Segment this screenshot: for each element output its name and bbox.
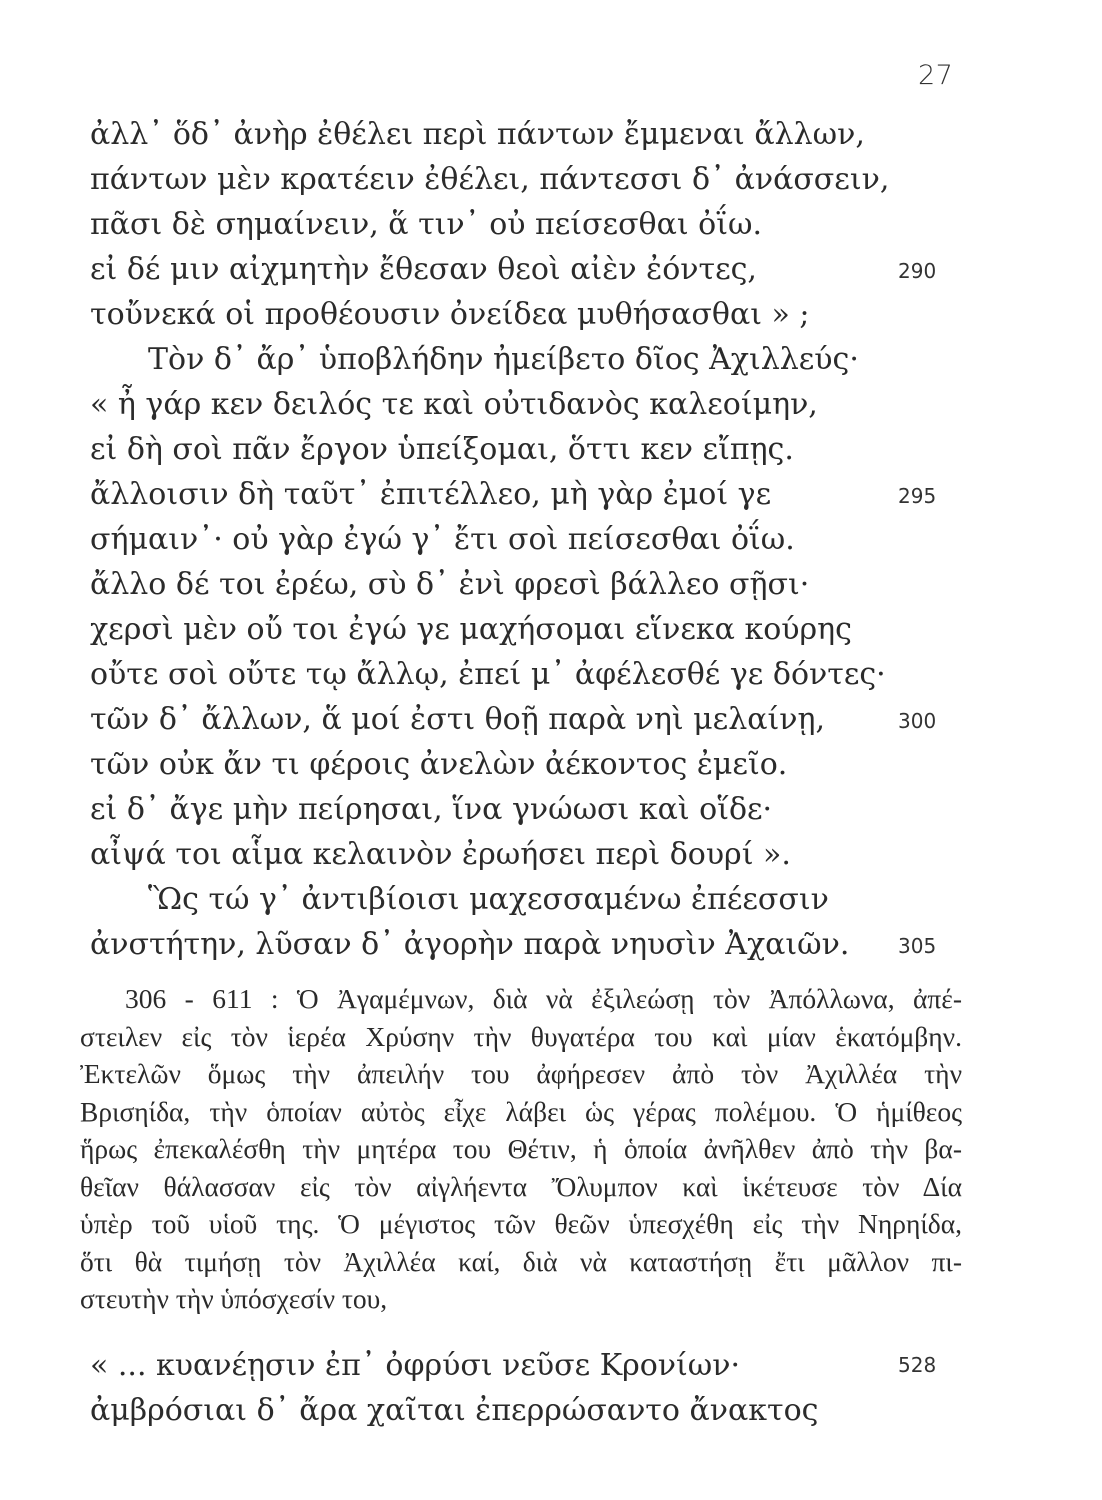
summary-line: στευτὴν τὴν ὑπόσχεσίν του,	[80, 1283, 388, 1314]
summary-line: Βρισηίδα, τὴν ὁποίαν αὐτὸς εἶχε λάβει ὡς γέρας πολέμου. Ὁ ἡμίθεος	[80, 1095, 962, 1127]
verse-text: εἰ δ᾽ ἄγε μὴν πείρησαι, ἵνα γνώωσι καὶ οἵδε·	[90, 792, 773, 827]
verse-text: εἰ δέ μιν αἰχμητὴν ἔθεσαν θεοὶ αἰὲν ἐόντες,	[90, 252, 757, 287]
verse-line	[90, 607, 990, 652]
verse-line	[90, 427, 990, 472]
verse-line	[90, 922, 990, 967]
verse-text: πᾶσι δὲ σημαίνειν, ἅ τιν᾽ οὐ πείσεσθαι ὀΐω.	[90, 207, 762, 242]
line-number: 305	[898, 934, 937, 958]
line-number: 300	[898, 709, 937, 733]
verse-text: ἀμβρόσιαι δ᾽ ἄρα χαῖται ἐπερρώσαντο ἄνακτος	[90, 1393, 819, 1428]
summary-line: ὑπὲρ τοῦ υἱοῦ της. Ὁ μέγιστος τῶν θεῶν ὑπεσχέθη εἰς τὴν Νηρηίδα,	[80, 1208, 962, 1239]
summary-line: θεῖαν θάλασσαν εἰς τὸν αἰγλήεντα Ὄλυμπον καὶ ἱκέτευσε τὸν Δία	[80, 1170, 962, 1202]
verse-text: Ὣς τώ γ᾽ ἀντιβίοισι μαχεσσαμένω ἐπέεσσιν	[148, 882, 829, 917]
verse-line	[90, 652, 990, 697]
verse-text: τοὔνεκά οἱ προθέουσιν ὀνείδεα μυθήσασθαι » ;	[90, 297, 810, 332]
verse-line	[90, 112, 990, 157]
verse-text: ἄλλο δέ τοι ἐρέω, σὺ δ᾽ ἐνὶ φρεσὶ βάλλεο σῇσι·	[90, 567, 810, 602]
verse-text: σήμαιν᾽· οὐ γὰρ ἐγώ γ᾽ ἔτι σοὶ πείσεσθαι ὀΐω.	[90, 522, 795, 557]
verse-text: αἶψά τοι αἷμα κελαινὸν ἐρωήσει περὶ δουρί ».	[90, 837, 791, 872]
verse-line	[90, 742, 990, 787]
verse-line	[90, 1388, 990, 1433]
line-number: 295	[898, 484, 937, 508]
line-number: 528	[898, 1353, 937, 1377]
verse-text: « ... κυανέῃσιν ἐπ᾽ ὀφρύσι νεῦσε Κρονίων·	[90, 1348, 741, 1383]
summary-line: Ἐκτελῶν ὅμως τὴν ἀπειλήν του ἀφήρεσεν ἀπὸ τὸν Ἀχιλλέα τὴν	[80, 1058, 962, 1089]
verse-text: τῶν δ᾽ ἄλλων, ἅ μοί ἐστι θοῇ παρὰ νηὶ μελαίνῃ,	[90, 702, 825, 737]
summary-line: στειλεν εἰς τὸν ἱερέα Χρύσην τὴν θυγατέρα του καὶ μίαν ἑκατόμβην.	[80, 1020, 962, 1052]
verse-line	[90, 1343, 990, 1388]
verse-line	[90, 292, 990, 337]
verse-text: « ἦ γάρ κεν δειλός τε καὶ οὐτιδανὸς καλεοίμην,	[90, 387, 818, 422]
verse-block	[90, 112, 990, 967]
verse-text: τῶν οὐκ ἄν τι φέροις ἀνελὼν ἀέκοντος ἐμεῖο.	[90, 747, 788, 782]
verse-text: ἀλλ᾽ ὅδ᾽ ἀνὴρ ἐθέλει περὶ πάντων ἔμμεναι ἄλλων,	[90, 117, 865, 152]
verse-text: οὔτε σοὶ οὔτε τῳ ἄλλῳ, ἐπεί μ᾽ ἀφέλεσθέ γε δόντες·	[90, 657, 886, 692]
prose-summary	[80, 980, 962, 1318]
line-number: 290	[898, 259, 937, 283]
verse-text: χερσὶ μὲν οὔ τοι ἐγώ γε μαχήσομαι εἵνεκα κούρης	[90, 612, 852, 647]
verse-text: ἀνστήτην, λῦσαν δ᾽ ἀγορὴν παρὰ νηυσὶν Ἀχαιῶν.	[90, 927, 850, 962]
verse-line	[90, 247, 990, 292]
verse-line	[90, 202, 990, 247]
verse-text: πάντων μὲν κρατέειν ἐθέλει, πάντεσσι δ᾽ ἀνάσσειν,	[90, 162, 890, 197]
verse-line	[90, 697, 990, 742]
verse-line	[90, 517, 990, 562]
quoted-verses	[90, 1343, 990, 1433]
verse-text: εἰ δὴ σοὶ πᾶν ἔργον ὑπείξομαι, ὅττι κεν εἴπῃς.	[90, 432, 794, 467]
verse-line	[90, 877, 990, 922]
verse-line	[90, 562, 990, 607]
verse-line	[90, 157, 990, 202]
verse-text: ἄλλοισιν δὴ ταῦτ᾽ ἐπιτέλλεο, μὴ γὰρ ἐμοί γε	[90, 477, 772, 512]
verse-line	[90, 787, 990, 832]
verse-line	[90, 832, 990, 877]
verse-line	[90, 382, 990, 427]
verse-line	[90, 472, 990, 517]
verse-line	[90, 337, 990, 382]
summary-line: ἥρως ἐπεκαλέσθη τὴν μητέρα του Θέτιν, ἡ ὁποία ἀνῆλθεν ἀπὸ τὴν βα-	[80, 1133, 962, 1164]
summary-line: 306 - 611 : Ὁ Ἀγαμέμνων, διὰ νὰ ἐξιλεώσῃ τὸν Ἀπόλλωνα, ἀπέ-	[125, 983, 962, 1014]
summary-line: ὅτι θὰ τιμήσῃ τὸν Ἀχιλλέα καί, διὰ νὰ καταστήσῃ ἔτι μᾶλλον πι-	[80, 1245, 962, 1277]
verse-text: Τὸν δ᾽ ἄρ᾽ ὑποβλήδην ἠμείβετο δῖος Ἀχιλλεύς·	[148, 342, 859, 377]
page-number: 27	[918, 60, 954, 91]
